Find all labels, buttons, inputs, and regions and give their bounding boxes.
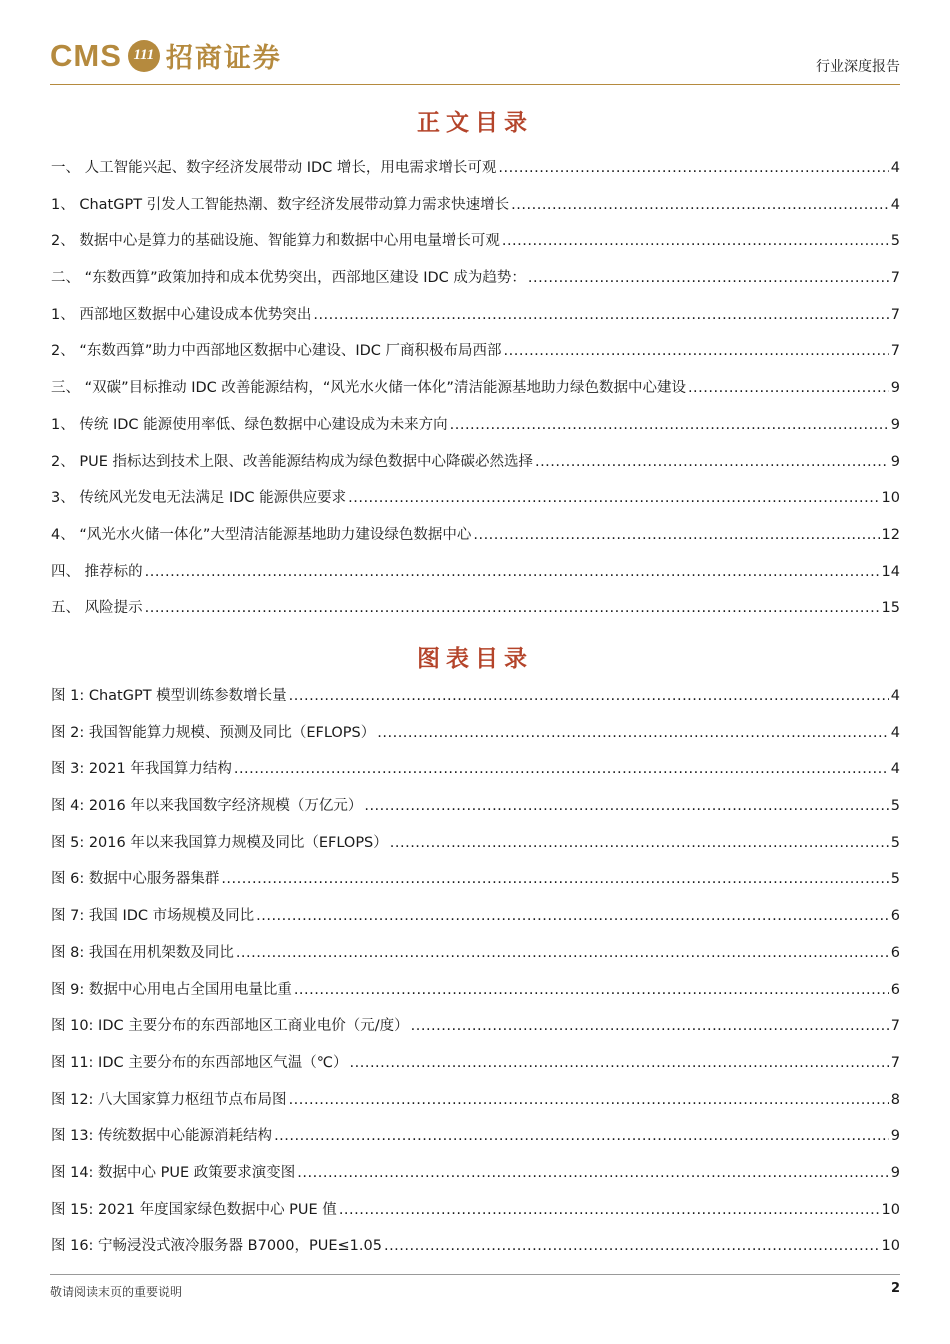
toc-entry-text: 1、 西部地区数据中心建设成本优势突出 [51, 306, 312, 323]
toc-entry[interactable] [51, 158, 900, 195]
dot-leader [274, 1126, 889, 1146]
toc-entry-page: 12 [881, 526, 900, 543]
dot-leader [502, 231, 889, 251]
company-logo [50, 36, 282, 75]
dot-leader [364, 796, 888, 816]
dot-leader [528, 268, 889, 288]
toc-title: 正文目录 [417, 109, 533, 136]
figure-entry-text: 图 3: 2021 年我国算力结构 [51, 761, 232, 778]
toc-entry-text: 三、 “双碳”目标推动 IDC 改善能源结构，“风光水火储一体化”清洁能源基地助力绿色数据中心建设 [51, 380, 686, 397]
figure-entry-page: 4 [890, 724, 900, 741]
toc-entry-page: 9 [890, 453, 900, 470]
figure-entry[interactable] [51, 833, 900, 870]
toc-entry[interactable] [51, 231, 900, 268]
figure-entry[interactable] [51, 1163, 900, 1200]
toc-entry-page: 10 [881, 490, 900, 507]
figure-entry-page: 10 [881, 1238, 900, 1255]
dot-leader [377, 723, 889, 743]
dot-leader [221, 869, 888, 889]
toc-entry-page: 4 [890, 160, 900, 176]
toc-entry[interactable] [51, 488, 900, 525]
figure-entry-page: 8 [890, 1091, 900, 1108]
dot-leader [504, 341, 889, 361]
figure-entry-page: 6 [890, 981, 900, 998]
toc-entry-text: 五、 风险提示 [51, 600, 143, 617]
toc-entry[interactable] [51, 195, 900, 232]
figure-entry-text: 图 15: 2021 年度国家绿色数据中心 PUE 值 [51, 1201, 337, 1218]
figure-entry[interactable] [51, 796, 900, 833]
dot-leader [473, 525, 879, 545]
figure-entry-page: 7 [890, 1054, 900, 1071]
footer-disclaimer: 敬请阅读末页的重要说明 [50, 1285, 183, 1299]
figure-entry-text: 图 10: IDC 主要分布的东西部地区工商业电价（元/度） [51, 1018, 409, 1035]
figure-entry-page: 6 [890, 944, 900, 961]
dot-leader [289, 686, 889, 706]
toc-entry-text: 二、 “东数西算”政策加持和成本优势突出，西部地区建设 IDC 成为趋势： [51, 270, 526, 287]
dot-leader [236, 943, 889, 963]
figure-entry-text: 图 1: ChatGPT 模型训练参数增长量 [51, 688, 287, 704]
page-number: 2 [890, 1281, 900, 1296]
figure-entry-text: 图 2: 我国智能算力规模、预测及同比（EFLOPS） [51, 724, 376, 741]
dot-leader [450, 415, 889, 435]
report-type-label: 行业深度报告 [816, 59, 900, 75]
dot-leader [350, 1053, 889, 1073]
toc-entry-page: 7 [890, 343, 900, 360]
figure-entry-page: 7 [890, 1018, 900, 1035]
figure-entry-text: 图 14: 数据中心 PUE 政策要求演变图 [51, 1164, 296, 1181]
dot-leader [339, 1200, 880, 1220]
figure-entry-page: 5 [890, 798, 900, 815]
dot-leader [411, 1016, 889, 1036]
logo-badge-icon: 111 [128, 40, 160, 72]
figure-entry-text: 图 13: 传统数据中心能源消耗结构 [51, 1128, 273, 1145]
figure-entry-text: 图 8: 我国在用机架数及同比 [51, 944, 234, 961]
toc-entry-text: 2、 数据中心是算力的基础设施、智能算力和数据中心用电量增长可观 [51, 233, 500, 250]
dot-leader [348, 488, 879, 508]
dot-leader [511, 195, 889, 215]
toc-entry-page: 7 [890, 306, 900, 323]
figure-entry[interactable] [51, 869, 900, 906]
toc-entry-text: 1、 ChatGPT 引发人工智能热潮、数字经济发展带动算力需求快速增长 [51, 196, 510, 213]
dot-leader [256, 906, 889, 926]
figure-entry-text: 图 11: IDC 主要分布的东西部地区气温（℃） [51, 1054, 348, 1071]
dot-leader [145, 562, 880, 582]
dot-leader [294, 980, 889, 1000]
toc-entry-page: 4 [890, 196, 900, 213]
figure-entry[interactable] [51, 723, 900, 760]
toc-entry[interactable] [51, 415, 900, 452]
dot-leader [234, 759, 889, 779]
figure-entry-text: 图 16: 宁畅浸没式液冷服务器 B7000，PUE≤1.05 [51, 1238, 382, 1255]
footer-divider [50, 1274, 900, 1275]
figure-entry-text: 图 12: 八大国家算力枢纽节点布局图 [51, 1091, 287, 1108]
toc-entry-page: 7 [890, 270, 900, 287]
page-header [50, 30, 900, 85]
figure-entry-text: 图 5: 2016 年以来我国算力规模及同比（EFLOPS） [51, 834, 388, 851]
toc-entry-page: 5 [890, 233, 900, 250]
figure-entry[interactable] [51, 906, 900, 943]
figure-entry[interactable] [51, 1200, 900, 1237]
toc-entry-text: 2、 PUE 指标达到技术上限、改善能源结构成为绿色数据中心降碳必然选择 [51, 453, 533, 470]
figure-entry[interactable] [51, 1053, 900, 1090]
dot-leader [498, 158, 888, 178]
dot-leader [289, 1090, 889, 1110]
figure-entry-page: 4 [890, 688, 900, 704]
figure-entry-page: 6 [890, 908, 900, 925]
figure-entry-text: 图 7: 我国 IDC 市场规模及同比 [51, 908, 255, 925]
figures-list [51, 686, 900, 1273]
toc-entry[interactable] [51, 268, 900, 305]
figure-entry[interactable] [51, 686, 900, 723]
dot-leader [313, 305, 888, 325]
toc-entry[interactable] [51, 452, 900, 489]
toc-entry[interactable] [51, 598, 900, 635]
figure-entry[interactable] [51, 1236, 900, 1273]
logo-chinese-text: 招商证券 [165, 43, 282, 74]
dot-leader [145, 598, 880, 618]
toc-entry-text: 一、 人工智能兴起、数字经济发展带动 IDC 增长，用电需求增长可观 [51, 160, 497, 176]
figure-entry[interactable] [51, 1126, 900, 1163]
figure-entry-page: 9 [890, 1164, 900, 1181]
figure-entry[interactable] [51, 943, 900, 980]
dot-leader [688, 378, 889, 398]
logo-latin-text: CMS [50, 37, 122, 73]
dot-leader [297, 1163, 888, 1183]
figure-entry-page: 5 [890, 871, 900, 888]
figure-entry-page: 10 [881, 1201, 900, 1218]
toc-entry[interactable] [51, 378, 900, 415]
dot-leader [535, 452, 889, 472]
figures-title: 图表目录 [417, 645, 533, 672]
toc-entry-text: 2、 “东数西算”助力中西部地区数据中心建设、IDC 厂商积极布局西部 [51, 343, 502, 360]
toc-entry[interactable] [51, 305, 900, 342]
toc-entry-page: 14 [881, 563, 900, 580]
toc-entry-text: 四、 推荐标的 [51, 563, 143, 580]
figure-entry-text: 图 6: 数据中心服务器集群 [51, 871, 220, 888]
figure-entry-text: 图 4: 2016 年以来我国数字经济规模（万亿元） [51, 798, 363, 815]
figure-entry-page: 5 [890, 834, 900, 851]
toc-entry-text: 4、 “风光水火储一体化”大型清洁能源基地助力建设绿色数据中心 [51, 526, 472, 543]
figure-entry-text: 图 9: 数据中心用电占全国用电量比重 [51, 981, 292, 998]
toc-entry[interactable] [51, 525, 900, 562]
figure-entry[interactable] [51, 759, 900, 796]
figure-entry[interactable] [51, 1016, 900, 1053]
figure-entry[interactable] [51, 1090, 900, 1127]
figure-entry-page: 9 [890, 1128, 900, 1145]
toc-entry-page: 15 [881, 600, 900, 617]
toc-entry-page: 9 [890, 380, 900, 397]
dot-leader [390, 833, 889, 853]
toc-entry-text: 3、 传统风光发电无法满足 IDC 能源供应要求 [51, 490, 347, 507]
toc-list [51, 158, 900, 635]
dot-leader [384, 1236, 880, 1256]
figure-entry-page: 4 [890, 761, 900, 778]
toc-entry[interactable] [51, 562, 900, 599]
toc-entry[interactable] [51, 341, 900, 378]
toc-entry-page: 9 [890, 416, 900, 433]
figure-entry[interactable] [51, 980, 900, 1017]
toc-entry-text: 1、 传统 IDC 能源使用率低、绿色数据中心建设成为未来方向 [51, 416, 448, 433]
